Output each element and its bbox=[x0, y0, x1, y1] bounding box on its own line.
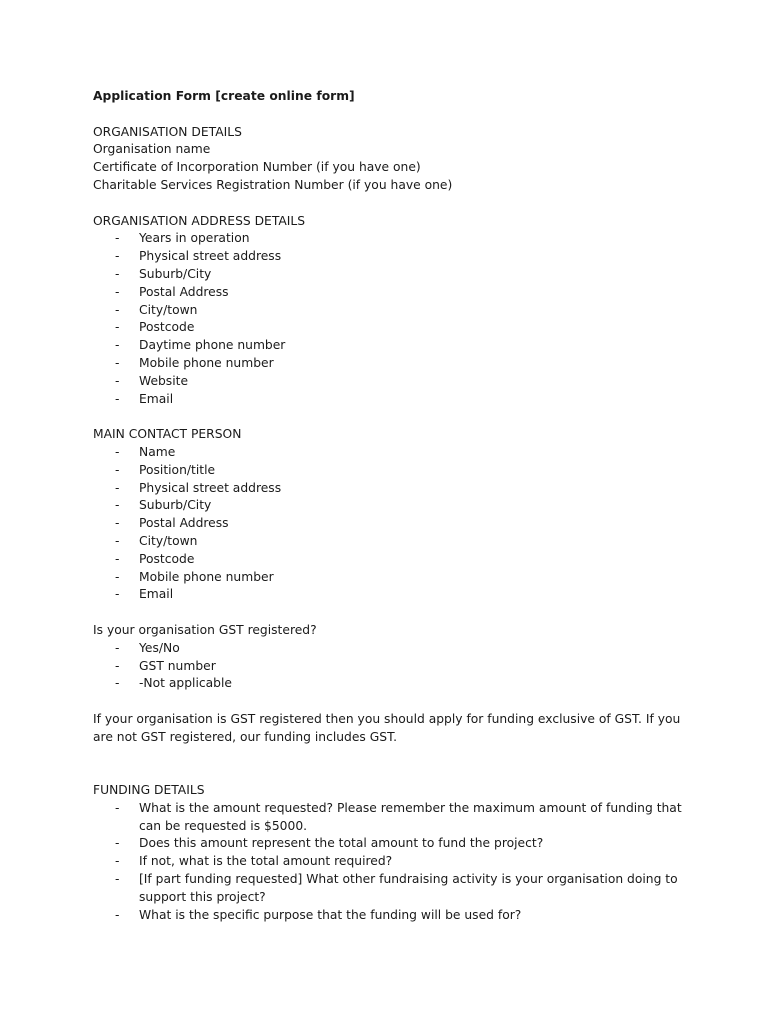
list-item: - Yes/No bbox=[93, 640, 693, 658]
funding-details-section bbox=[93, 782, 693, 924]
list-item: - Physical street address bbox=[93, 248, 693, 266]
list-item: - Name bbox=[93, 444, 693, 462]
incorporation-number-line: Certificate of Incorporation Number (if you have one) bbox=[93, 160, 421, 175]
funding-details-heading: FUNDING DETAILS bbox=[93, 783, 205, 798]
list-item: - Mobile phone number bbox=[93, 355, 693, 373]
main-contact-heading: MAIN CONTACT PERSON bbox=[93, 427, 242, 442]
list-item: - Mobile phone number bbox=[93, 569, 693, 587]
list-item: - Email bbox=[93, 391, 693, 409]
list-item: - -Not applicable bbox=[93, 675, 693, 693]
list-item: - Postal Address bbox=[93, 284, 693, 302]
list-item: - Postcode bbox=[93, 551, 693, 569]
list-item: - City/town bbox=[93, 302, 693, 320]
list-item: - Years in operation bbox=[93, 230, 693, 248]
gst-question: Is your organisation GST registered? bbox=[93, 622, 317, 637]
charitable-registration-line: Charitable Services Registration Number (if you have one) bbox=[93, 177, 453, 192]
list-item: - [If part funding requested] What other fundraising activity is your organisation doing to support this project? bbox=[93, 871, 684, 907]
list-item: - Position/title bbox=[93, 462, 693, 480]
list-item: - If not, what is the total amount required? bbox=[93, 853, 693, 871]
list-item: - Suburb/City bbox=[93, 266, 693, 284]
organisation-address-heading: ORGANISATION ADDRESS DETAILS bbox=[93, 213, 306, 228]
funding-questions-list bbox=[93, 800, 693, 925]
gst-section bbox=[93, 622, 693, 747]
list-item: - Email bbox=[93, 586, 693, 604]
organisation-address-list bbox=[93, 230, 693, 408]
list-item: - Daytime phone number bbox=[93, 337, 693, 355]
main-contact-section bbox=[93, 426, 693, 604]
gst-note: If your organisation is GST registered then you should apply for funding exclusive of GST. If you are not GST registered, our funding includes GST. bbox=[93, 711, 681, 744]
main-contact-list bbox=[93, 444, 693, 604]
list-item: - Does this amount represent the total amount to fund the project? bbox=[93, 835, 693, 853]
list-item: - Physical street address bbox=[93, 480, 693, 498]
list-item: - What is the specific purpose that the funding will be used for? bbox=[93, 907, 693, 925]
organisation-details-heading: ORGANISATION DETAILS bbox=[93, 124, 242, 139]
list-item: - GST number bbox=[93, 658, 693, 676]
organisation-details-section bbox=[93, 124, 693, 195]
list-item: - What is the amount requested? Please remember the maximum amount of funding that can be requested is $5000. bbox=[93, 800, 684, 836]
list-item: - Suburb/City bbox=[93, 497, 693, 515]
organisation-address-section bbox=[93, 213, 693, 409]
gst-options-list bbox=[93, 640, 693, 693]
form-title: Application Form [create online form] bbox=[93, 89, 355, 103]
organisation-name-line: Organisation name bbox=[93, 142, 211, 157]
list-item: - Website bbox=[93, 373, 693, 391]
list-item: - Postcode bbox=[93, 319, 693, 337]
document-page bbox=[93, 88, 693, 924]
list-item: - City/town bbox=[93, 533, 693, 551]
list-item: - Postal Address bbox=[93, 515, 693, 533]
